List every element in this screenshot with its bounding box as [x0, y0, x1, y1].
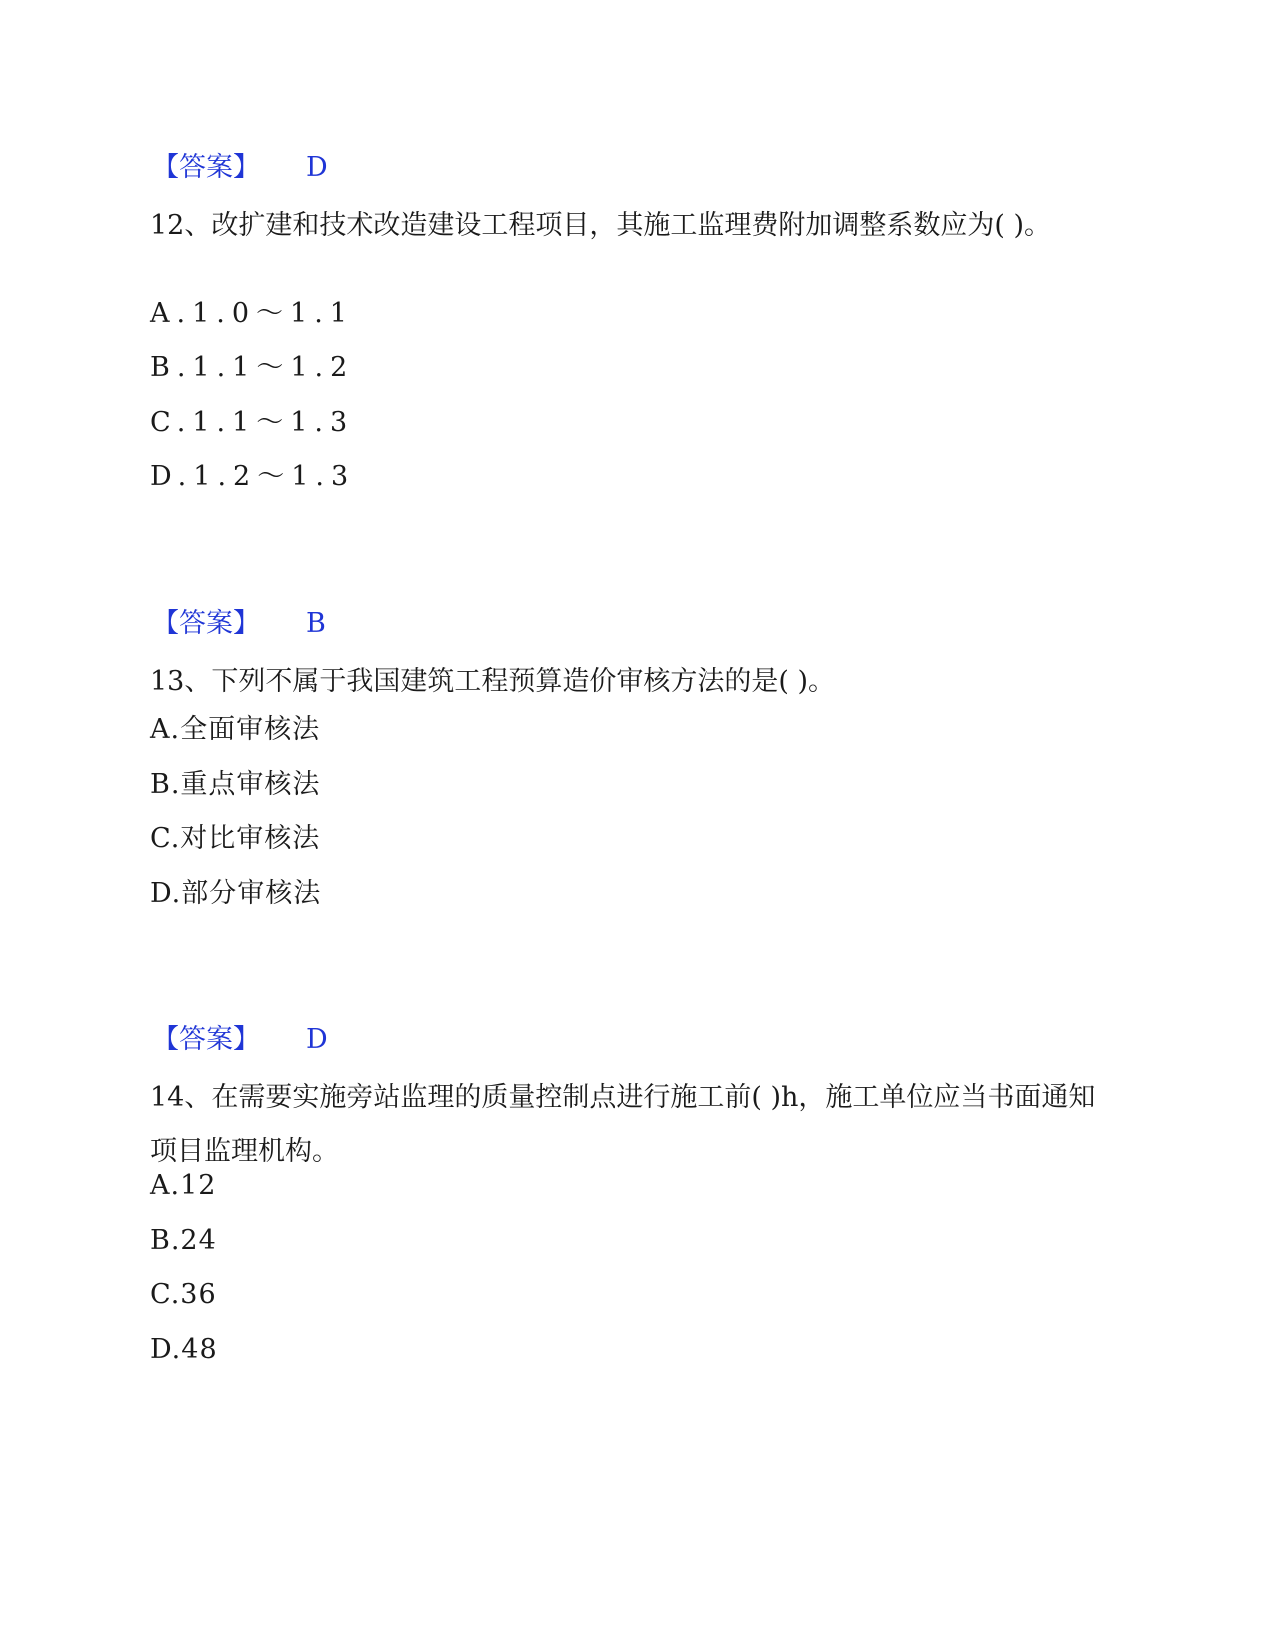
- question-text: 14、在需要实施旁站监理的质量控制点进行施工前( )h，施工单位应当书面通知项目监理机构。: [150, 1082, 1096, 1167]
- answer-value: D: [306, 152, 328, 183]
- option-a: A.全面审核法: [150, 714, 321, 745]
- answer-label: 【答案】: [152, 608, 260, 639]
- option-a: A.12: [150, 1170, 217, 1201]
- answer-label: 【答案】: [152, 152, 260, 183]
- option-c: C.对比审核法: [150, 823, 321, 854]
- option-b: B.重点审核法: [150, 769, 321, 800]
- option-a: A.1.0～1.1: [150, 298, 354, 329]
- option-c: C.36: [150, 1279, 217, 1310]
- answer-value: D: [306, 1024, 328, 1055]
- option-d: D.1.2～1.3: [150, 461, 356, 492]
- option-d: D.部分审核法: [150, 878, 322, 909]
- question-text: 12、改扩建和技术改造建设工程项目，其施工监理费附加调整系数应为( )。: [150, 210, 1052, 241]
- answer-label: 【答案】: [152, 1024, 260, 1055]
- question-text: 13、下列不属于我国建筑工程预算造价审核方法的是( )。: [150, 666, 836, 697]
- option-c: C.1.1～1.3: [150, 407, 355, 438]
- answer-value: B: [306, 608, 326, 639]
- option-d: D.48: [150, 1334, 218, 1365]
- option-b: B.24: [150, 1225, 217, 1256]
- option-b: B.1.1～1.2: [150, 352, 355, 383]
